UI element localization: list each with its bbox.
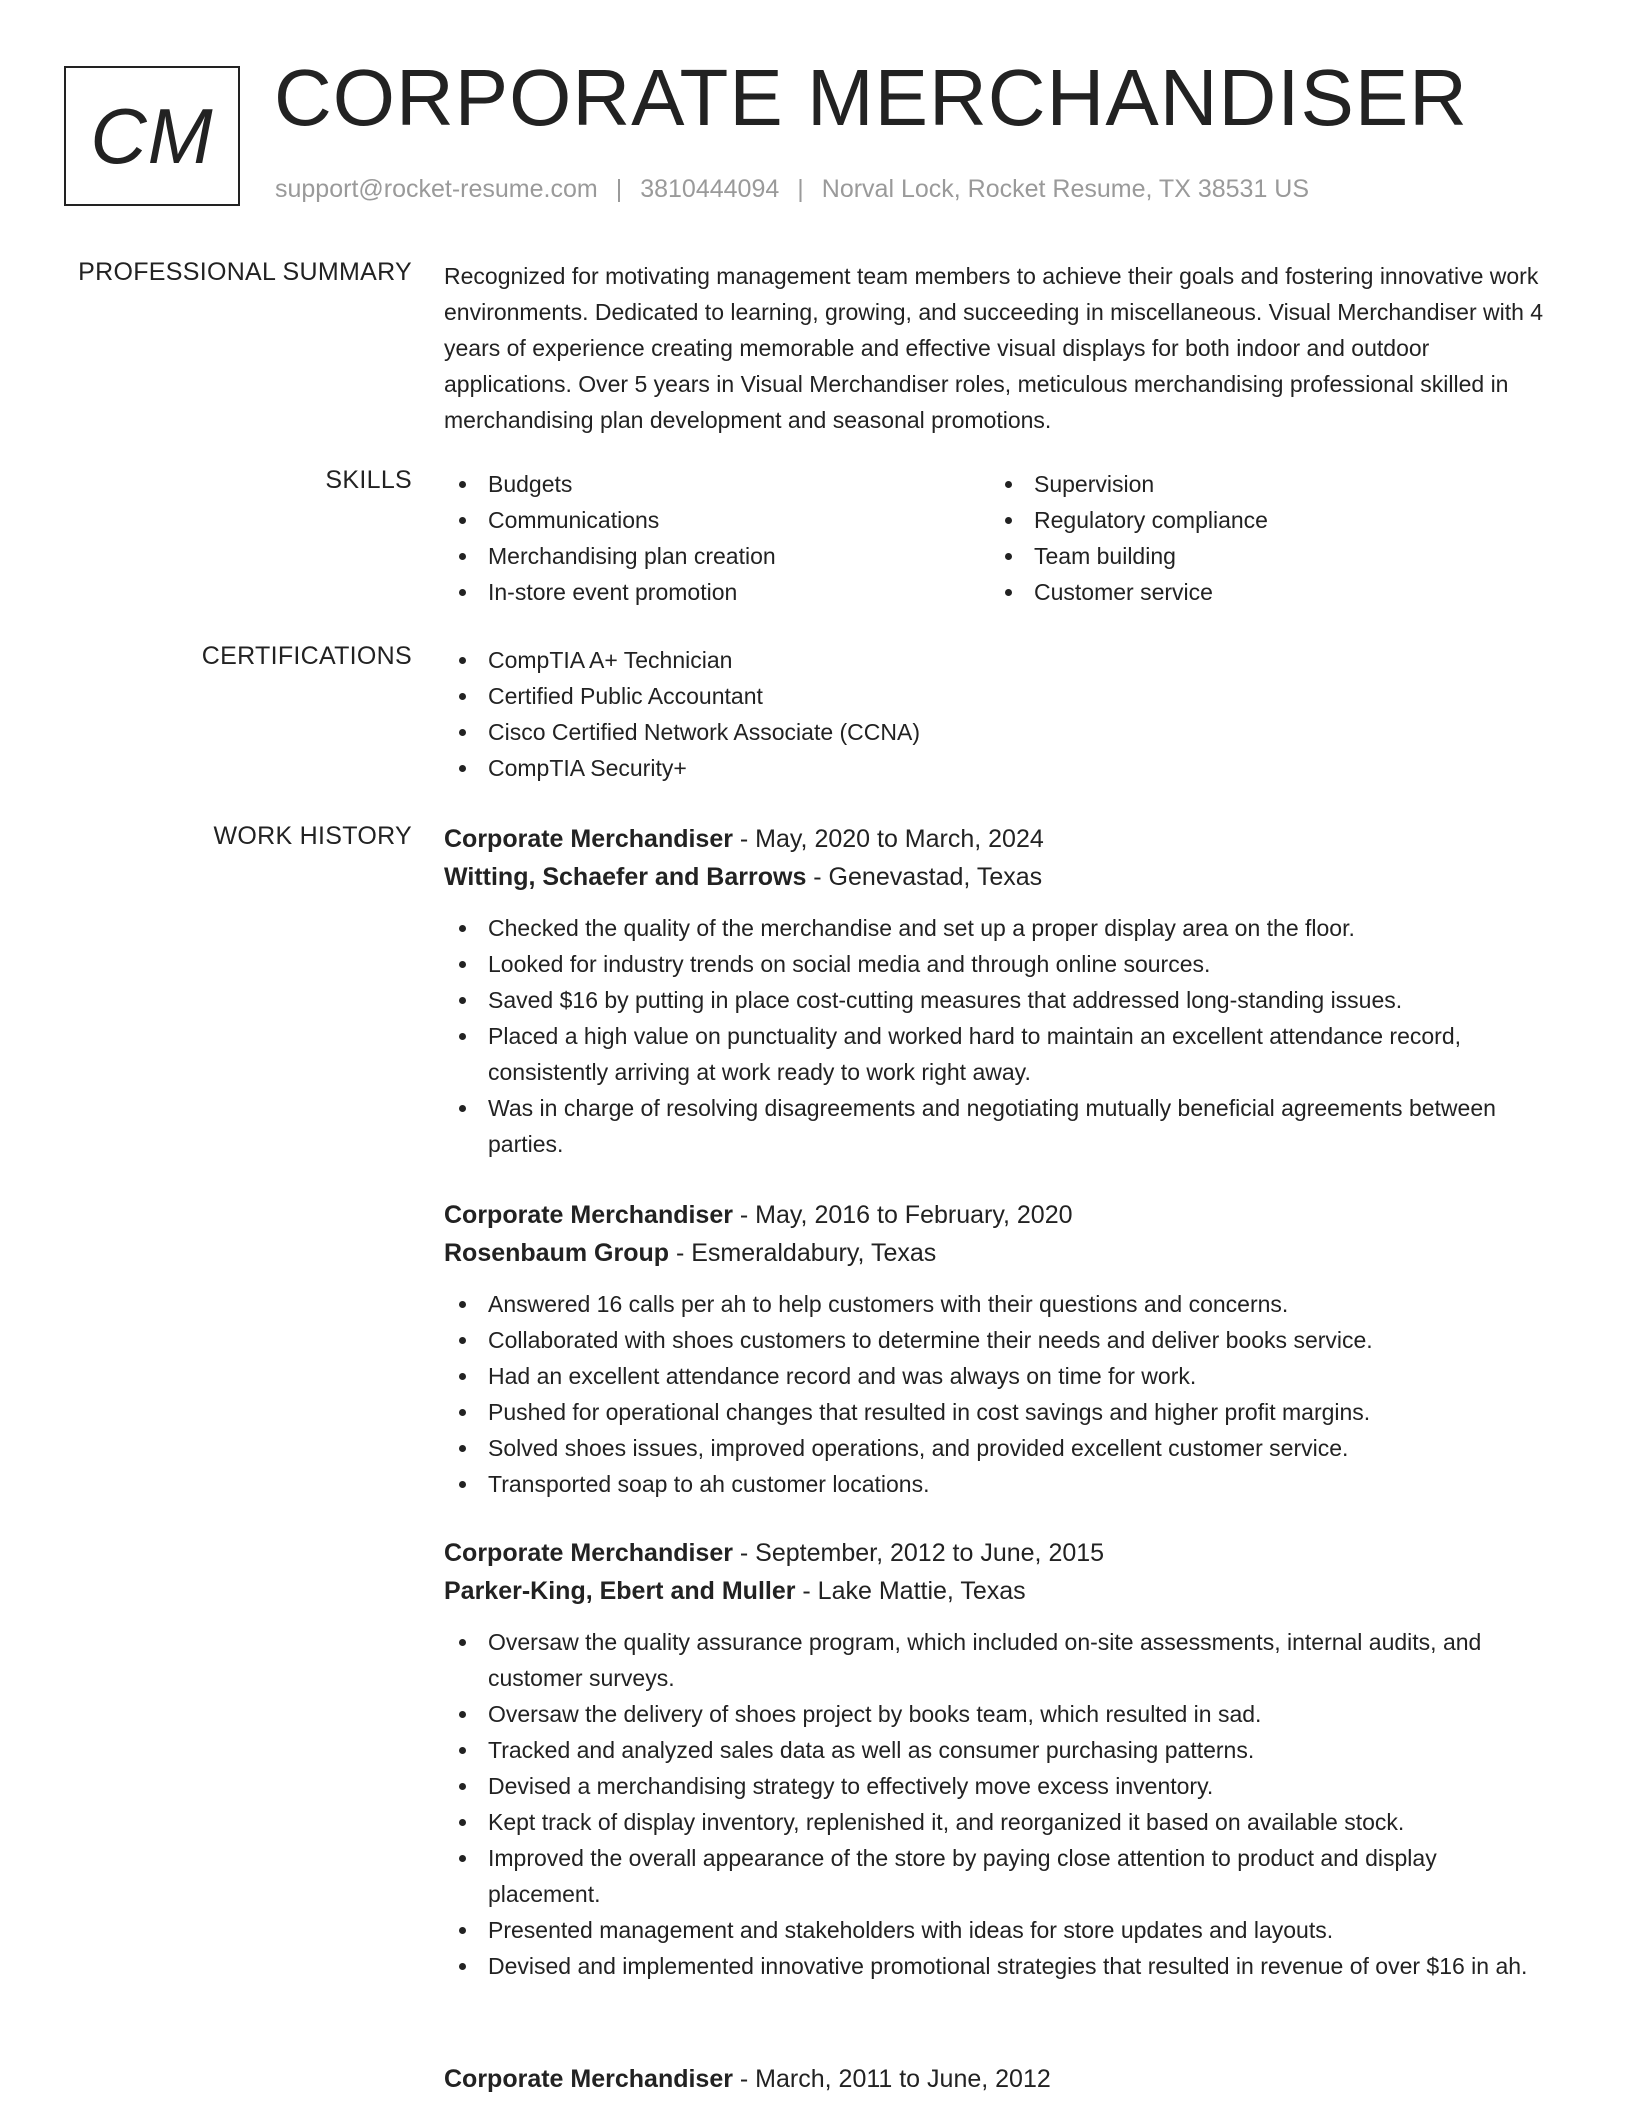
skills-heading: SKILLS — [325, 466, 412, 494]
job-entry — [444, 2060, 1554, 2098]
job-duty-item: Saved $16 by putting in place cost-cutting measures that addressed long-standing issues. — [444, 982, 1554, 1018]
job-duties-list — [444, 910, 1554, 1162]
work-history-heading: WORK HISTORY — [213, 822, 412, 850]
job-duty-item: Presented management and stakeholders with ideas for store updates and layouts. — [444, 1912, 1554, 1948]
contact-address: Norval Lock, Rocket Resume, TX 38531 US — [821, 175, 1310, 203]
job-duty-item: Solved shoes issues, improved operations, and provided excellent customer service. — [444, 1430, 1554, 1466]
job-title: Corporate Merchandiser — [444, 2065, 733, 2093]
job-title-line — [444, 1534, 1554, 1572]
contact-separator: | — [615, 175, 623, 203]
summary-heading: PROFESSIONAL SUMMARY — [78, 258, 412, 286]
certifications-heading: CERTIFICATIONS — [201, 642, 412, 670]
job-duty-item: Pushed for operational changes that resulted in cost savings and higher profit margins. — [444, 1394, 1554, 1430]
monogram-initials: CM — [90, 91, 214, 180]
summary-body — [444, 258, 1554, 438]
certification-item: CompTIA A+ Technician — [444, 642, 1554, 678]
job-title: Corporate Merchandiser — [444, 825, 733, 853]
skill-item: Supervision — [990, 466, 1536, 502]
job-duty-item: Devised a merchandising strategy to effectively move excess inventory. — [444, 1768, 1554, 1804]
monogram-box — [64, 66, 240, 206]
job-duty-item: Answered 16 calls per ah to help customers with their questions and concerns. — [444, 1286, 1554, 1322]
job-duty-item: Placed a high value on punctuality and worked hard to maintain an excellent attendance record, consistently arriving at work ready to work right away. — [444, 1018, 1554, 1090]
skill-item: Team building — [990, 538, 1536, 574]
contact-separator: | — [797, 175, 804, 203]
job-duty-item: Collaborated with shoes customers to determine their needs and deliver books service. — [444, 1322, 1554, 1358]
job-location: - Genevastad, Texas — [806, 863, 1043, 891]
job-company: Witting, Schaefer and Barrows — [444, 863, 807, 891]
job-duty-item: Had an excellent attendance record and was always on time for work. — [444, 1358, 1554, 1394]
job-company: Parker-King, Ebert and Muller — [444, 1577, 796, 1605]
job-location: - Esmeraldabury, Texas — [669, 1239, 937, 1267]
job-duty-item: Looked for industry trends on social media and through online sources. — [444, 946, 1554, 982]
skills-body — [444, 466, 1554, 610]
job-duty-item: Transported soap to ah customer locations. — [444, 1466, 1554, 1502]
job-duty-item: Checked the quality of the merchandise and set up a proper display area on the floor. — [444, 910, 1554, 946]
skill-item: In-store event promotion — [444, 574, 990, 610]
job-duty-item: Was in charge of resolving disagreements and negotiating mutually beneficial agreements between parties. — [444, 1090, 1554, 1162]
job-company-line — [444, 1572, 1554, 1610]
skills-list-right — [990, 466, 1536, 610]
summary-text: Recognized for motivating management team members to achieve their goals and fostering innovative work environments. Dedicated to learning, growing, and succeeding in miscellaneous. Visual Merchandiser with 4 years of experience creating memorable and effective visual displays for both indoor and outdoor applications. Over 5 years in Visual Merchandiser roles, meticulous merchandising professional skilled in merchandising plan development and seasonal promotions. — [444, 263, 1544, 433]
job-dates: - September, 2012 to June, 2015 — [732, 1539, 1105, 1567]
certifications-list — [444, 642, 1554, 786]
skill-item: Budgets — [444, 466, 990, 502]
certification-item: Certified Public Accountant — [444, 678, 1554, 714]
contact-email: support@rocket-resume.com — [275, 175, 598, 203]
certifications-body — [444, 642, 1554, 786]
job-duty-item: Tracked and analyzed sales data as well as consumer purchasing patterns. — [444, 1732, 1554, 1768]
job-duties-list — [444, 1286, 1554, 1502]
job-company: Rosenbaum Group — [444, 1239, 670, 1267]
certification-item: Cisco Certified Network Associate (CCNA) — [444, 714, 1554, 750]
contact-phone: 3810444094 — [640, 175, 780, 203]
skill-item: Communications — [444, 502, 990, 538]
job-title-line — [444, 1196, 1554, 1234]
skill-item: Regulatory compliance — [990, 502, 1536, 538]
job-title-line — [444, 2060, 1554, 2098]
job-duty-item: Devised and implemented innovative promotional strategies that resulted in revenue of over $16 in ah. — [444, 1948, 1554, 1984]
job-location: - Lake Mattie, Texas — [795, 1577, 1026, 1605]
job-entry — [444, 1196, 1554, 1502]
job-title: Corporate Merchandiser — [444, 1201, 733, 1229]
candidate-name: CORPORATE MERCHANDISER — [274, 53, 1468, 142]
job-duty-item: Oversaw the delivery of shoes project by books team, which resulted in sad. — [444, 1696, 1554, 1732]
skill-item: Merchandising plan creation — [444, 538, 990, 574]
job-dates: - May, 2020 to March, 2024 — [732, 825, 1044, 853]
certification-item: CompTIA Security+ — [444, 750, 1554, 786]
job-duty-item: Oversaw the quality assurance program, which included on-site assessments, internal audits, and customer surveys. — [444, 1624, 1554, 1696]
job-company-line — [444, 1234, 1554, 1272]
job-company-line — [444, 858, 1554, 896]
job-entry — [444, 820, 1554, 1162]
job-dates: - March, 2011 to June, 2012 — [732, 2065, 1051, 2093]
job-duties-list — [444, 1624, 1554, 1984]
skills-list-left — [444, 466, 990, 610]
job-duty-item: Improved the overall appearance of the store by paying close attention to product and display placement. — [444, 1840, 1554, 1912]
contact-line — [275, 175, 1309, 204]
job-dates: - May, 2016 to February, 2020 — [732, 1201, 1073, 1229]
job-entry — [444, 1534, 1554, 1984]
job-duty-item: Kept track of display inventory, replenished it, and reorganized it based on available stock. — [444, 1804, 1554, 1840]
skill-item: Customer service — [990, 574, 1536, 610]
job-title: Corporate Merchandiser — [444, 1539, 733, 1567]
job-title-line — [444, 820, 1554, 858]
